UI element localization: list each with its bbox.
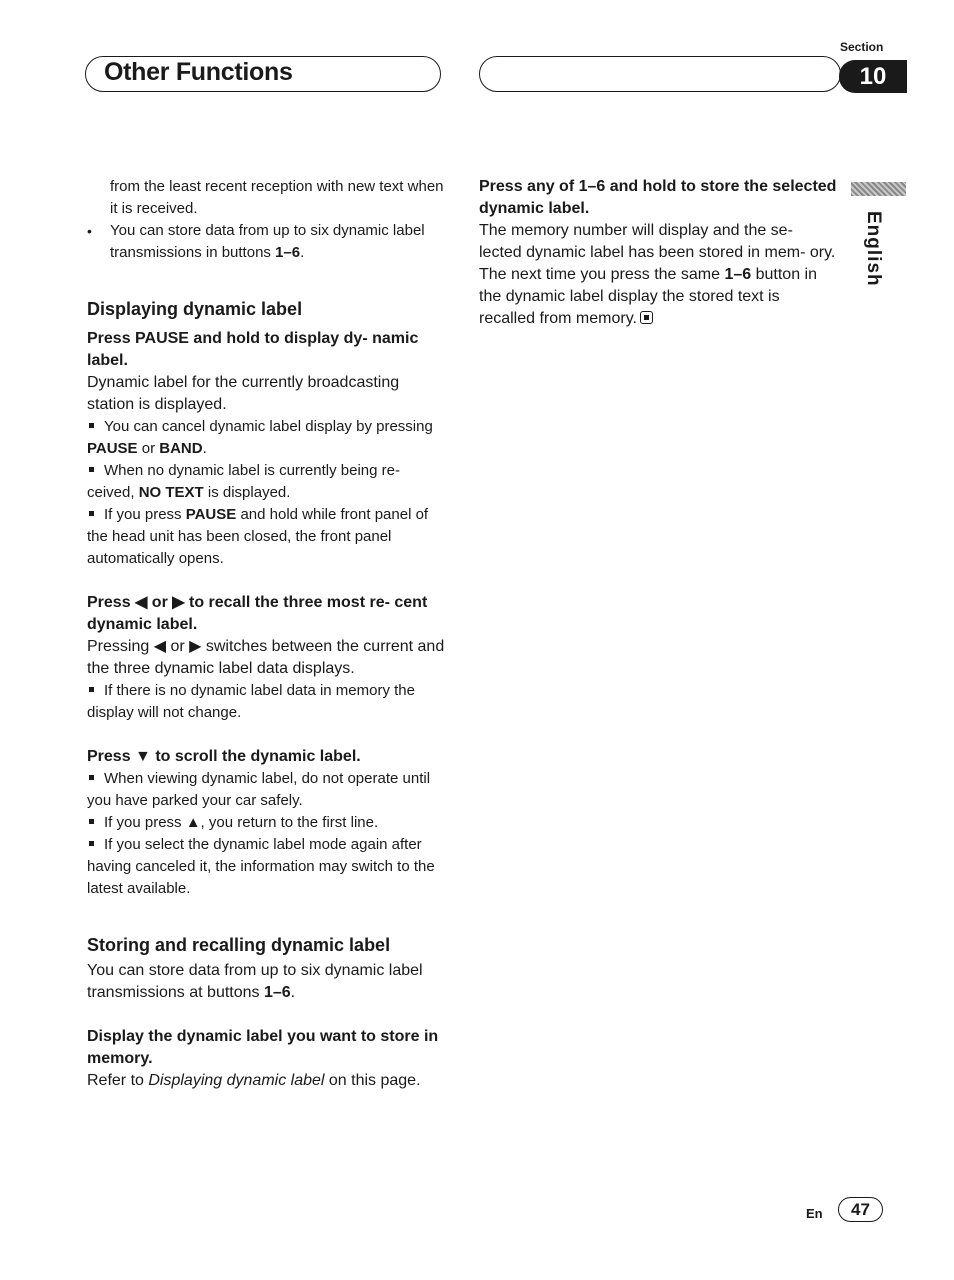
note-square-icon: [89, 841, 94, 846]
footer-language: En: [806, 1206, 823, 1221]
section-label: Section: [840, 40, 884, 54]
right-step-2-title: Press any of 1–6 and hold to store the selected dynamic label.: [479, 178, 837, 217]
step-1-note-2: When no dynamic label is currently being re- ceived, NO TEXT is displayed.: [87, 462, 400, 501]
note-square-icon: [89, 467, 94, 472]
end-of-section-icon: [640, 311, 653, 324]
right-step-2-text-2: The next time you press the same 1–6 button in the dynamic label display the stored text is recalled from memory.: [479, 266, 817, 327]
intro-continuation: from the least recent reception with new text when it is received.: [110, 178, 444, 217]
note-square-icon: [89, 775, 94, 780]
right-column: [479, 176, 839, 330]
step-3-title: Press ▼ to scroll the dynamic label.: [87, 748, 361, 765]
page-number: 47: [838, 1197, 883, 1222]
step-2-title: Press ◀ or ▶ to recall the three most re- cent dynamic label.: [87, 594, 428, 633]
note-square-icon: [89, 687, 94, 692]
left-column: [87, 176, 447, 1092]
store-step-1-title: Display the dynamic label you want to store in memory.: [87, 1028, 439, 1067]
step-2-note: If there is no dynamic label data in memory the display will not change.: [87, 682, 415, 721]
intro-bullet: • You can store data from up to six dynamic label transmissions in buttons 1–6.: [87, 220, 447, 264]
heading-storing-recalling: Storing and recalling dynamic label: [87, 935, 391, 955]
store-step-1-text: Refer to Displaying dynamic label on this page.: [87, 1072, 421, 1089]
step-3-note-2: If you press ▲, you return to the first line.: [87, 812, 447, 834]
step-1-text: Dynamic label for the currently broadcasting station is displayed.: [87, 374, 400, 413]
step-1-note-3: If you press PAUSE and hold while front panel of the head unit has been closed, the front panel automatically opens.: [87, 506, 429, 567]
step-3-note-3: If you select the dynamic label mode again after having canceled it, the information may switch to the latest available.: [87, 836, 435, 897]
page-title: Other Functions: [104, 58, 293, 86]
note-square-icon: [89, 423, 94, 428]
step-1-title: Press PAUSE and hold to display dy- namic label.: [87, 330, 419, 369]
section-number-badge: 10: [839, 60, 907, 93]
language-tab-marker: [851, 182, 906, 196]
step-2-text: Pressing ◀ or ▶ switches between the current and the three dynamic label data displays.: [87, 638, 445, 677]
storing-intro: You can store data from up to six dynamic label transmissions at buttons 1–6.: [87, 962, 423, 1001]
step-3-note-1: When viewing dynamic label, do not operate until you have parked your car safely.: [87, 770, 431, 809]
note-square-icon: [89, 511, 94, 516]
heading-displaying-dynamic-label: Displaying dynamic label: [87, 299, 303, 319]
right-step-2-text-1: The memory number will display and the se- lected dynamic label has been stored in mem- ory.: [479, 222, 836, 261]
step-1-note-1: You can cancel dynamic label display by pressing PAUSE or BAND.: [87, 418, 433, 457]
language-tab-label: English: [863, 211, 884, 287]
header-empty-frame: [479, 56, 841, 92]
note-square-icon: [89, 819, 94, 824]
